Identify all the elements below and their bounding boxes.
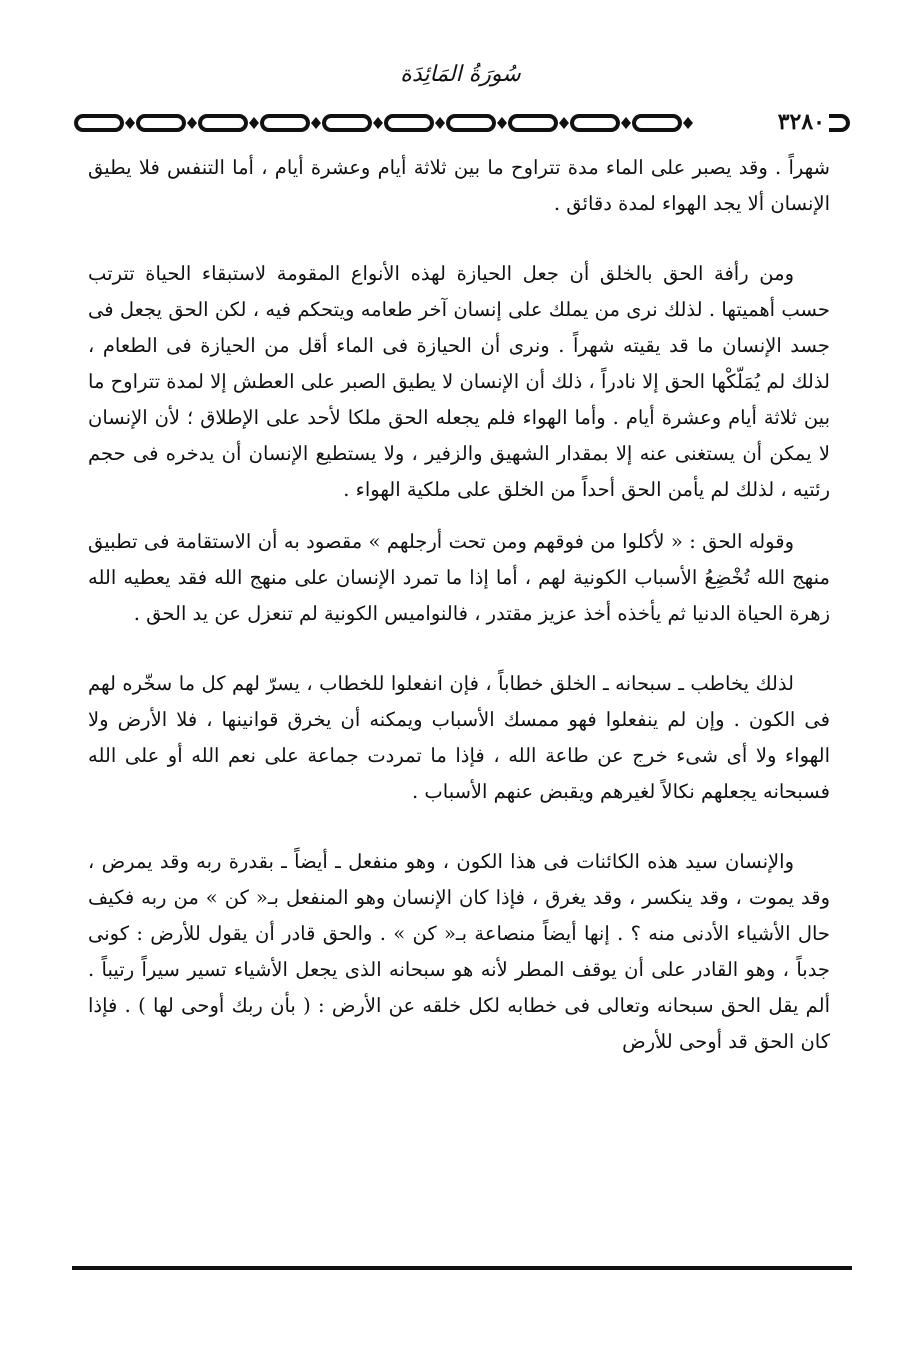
paragraph-2: ومن رأفة الحق بالخلق أن جعل الحيازة لهذه الأنواع المقومة لاستبقاء الحياة تترتب حسب أهميتها . لذلك نرى من يملك على إنسان آخر طعامه ويتحكم فيه ، لكن الحق يجعل فى جسد الإنسان ما قد يقيته شهراً . ونرى أن الحيازة فى الماء أقل من الحيازة فى الطعام ، لذلك لم يُمَلّكْها الحق إلا نادراً ، ذلك أن الإنسان لا يطيق الصبر على العطش إلا لمدة تتراوح ما بين ثلاثة أيام وعشرة أيام . وأما الهواء فلم يجعله الحق ملكا لأحد على الإطلاق ؛ لأن الإنسان لا يمكن أن يستغنى عنه إلا بمقدار الشهيق والزفير ، ولا يستطيع الإنسان أن يدخره فى حجم رئتيه ، لذلك لم يأمن الحق أحداً من الخلق على ملكية الهواء . [88,262,830,501]
paragraph-4: لذلك يخاطب ـ سبحانه ـ الخلق خطاباً ، فإن انفعلوا للخطاب ، يسرّ لهم كل ما سخّره لهم فى الكون . وإن لم ينفعلوا فهو ممسك الأسباب ويمكنه أن يخرق قوانينها ، فلا الأرض ولا الهواء ولا أى شىء خرج عن طاعة الله ، فإذا ما تمردت جماعة على نعم الله أو على الله فسبحانه يجعلهم نكالاً لغيرهم ويقبض عنهم الأسباب . [88,672,830,803]
decorative-chain-border [72,110,852,136]
paragraph-5: والإنسان سيد هذه الكائنات فى هذا الكون ، وهو منفعل ـ أيضاً ـ بقدرة ربه وقد يمرض ، وقد يموت ، وقد ينكسر ، وقد يغرق ، فإذا كان الإنسان وهو المنفعل بـ« كن » من ربه فكيف حال الأشياء الأدنى منه ؟ . إنها أيضاً منصاعة بـ« كن » . والحق قادر أن يقول للأرض : كونى جدباً ، وهو القادر على أن يوقف المطر لأنه هو سبحانه الذى يجعل الأشياء تسير سيراً رتيباً . ألم يقل الحق سبحانه وتعالى فى خطابه لكل خلقه عن الأرض : ( بأن ربك أوحى لها ) . فإذا كان الحق قد أوحى للأرض [88,850,830,1053]
paragraph-1: شهراً . وقد يصبر على الماء مدة تتراوح ما بين ثلاثة أيام وعشرة أيام ، أما التنفس فلا يطيق الإنسان ألا يجد الهواء لمدة دقائق . [88,156,830,215]
paragraph-3: وقوله الحق : « لأكلوا من فوقهم ومن تحت أرجلهم » مقصود به أن الاستقامة فى تطبيق منهج الله تُخْضِعُ الأسباب الكونية لهم ، أما إذا ما تمرد الإنسان على منهج الله فقد يعطيه الله زهرة الحياة الدنيا ثم يأخذه أخذ عزيز مقتدر ، فالنواميس الكونية لم تنعزل عن يد الحق . [88,530,830,625]
body-text [88,150,830,1060]
surah-title: سُورَةُ المَائِدَة [400,62,521,87]
footer-rule [72,1266,852,1270]
page-number: ٣٢٨٠ [774,108,829,136]
